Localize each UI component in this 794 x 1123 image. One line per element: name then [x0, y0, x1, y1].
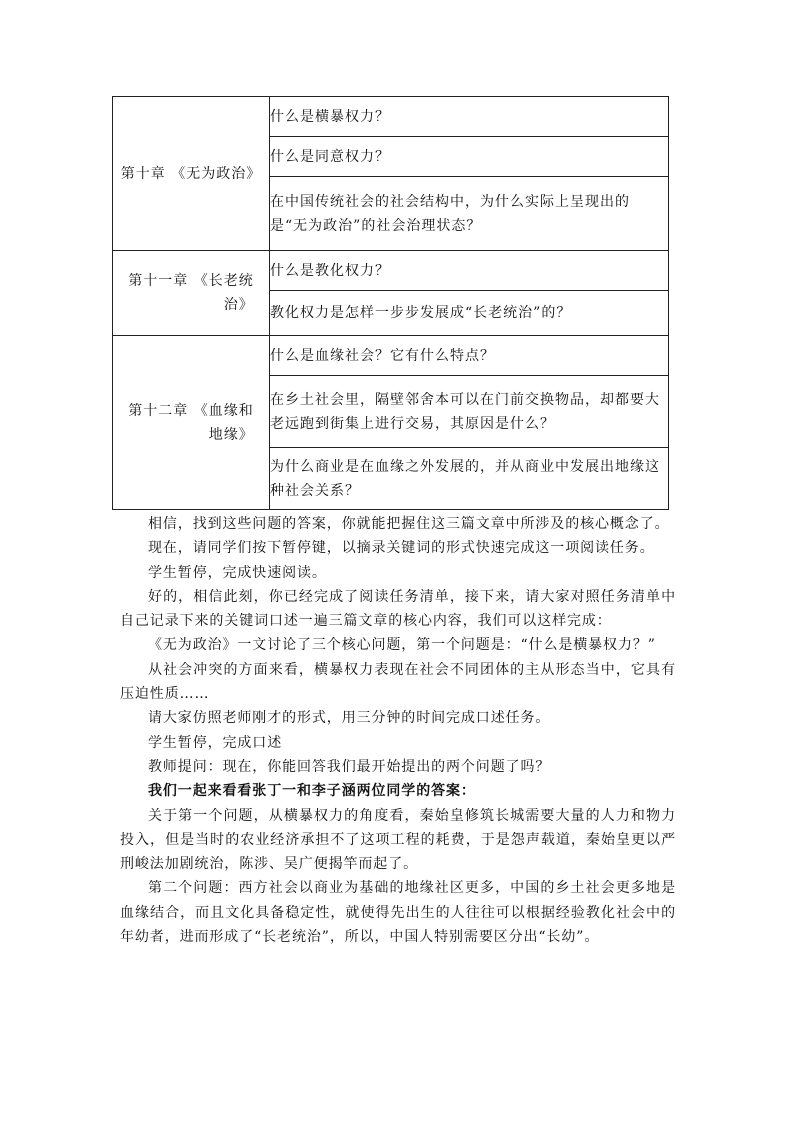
paragraph: 请大家仿照老师刚才的形式，用三分钟的时间完成口述任务。: [148, 710, 551, 727]
table-row: [113, 97, 669, 137]
question-cell: 教化权力是怎样一步步发展成“长老统治”的？: [270, 291, 669, 336]
chapter-cell: [113, 336, 270, 510]
paragraph: 《无为政治》一文讨论了三个核心问题，第一个问题是：“什么是横暴权力？”: [148, 637, 656, 654]
chapter-title-line: 地缘》: [208, 426, 254, 443]
chapter-cell: [113, 251, 270, 336]
question-cell: 什么是教化权力？: [270, 251, 669, 291]
chapter-title-line: 治》: [223, 297, 254, 313]
paragraph: 学生暂停，完成快速阅读。: [148, 564, 327, 581]
table-row: [113, 251, 669, 291]
table-row: [113, 336, 669, 376]
question-cell: 什么是血缘社会？它有什么特点？: [270, 336, 669, 376]
chapter-title: [128, 269, 253, 317]
chapter-title: 第十章 《无为政治》: [120, 165, 262, 182]
question-table: [112, 96, 669, 510]
chapter-title-line: 第十二章 《血缘和: [128, 402, 254, 419]
question-cell: 为什么商业是在血缘之外发展的，并从商业中发展出地缘这种社会关系？: [270, 448, 669, 510]
paragraph: 相信，找到这些问题的答案，你就能把握住这三篇文章中所涉及的核心概念了。: [148, 516, 670, 532]
body-text: [120, 512, 676, 949]
paragraph: 教师提问：现在，你能回答我们最开始提出的两个问题了吗？: [148, 758, 551, 775]
paragraph: 从社会冲突的方面来看，横暴权力表现在社会不同团体的主从形态当中，它具有压迫性质……: [120, 661, 676, 703]
paragraph: 好的，相信此刻，你已经完成了阅读任务清单，接下来，请大家对照任务清单中自己记录下来的关键词口述一遍三篇文章的核心内容，我们可以这样完成：: [120, 588, 676, 630]
paragraph: 学生暂停，完成口述: [148, 734, 283, 751]
question-cell: 什么是同意权力？: [270, 137, 669, 177]
paragraph: 第二个问题：西方社会以商业为基础的地缘社区更多，中国的乡土社会更多地是血缘结合，而且文化具备稳定性，就使得先出生的人往往可以根据经验教化社会中的年幼者，进而形成了“长老统治”，所以，中国人特别需要区分出“长幼”。: [120, 880, 676, 946]
question-cell: 什么是横暴权力？: [270, 97, 669, 137]
paragraph: 关于第一个问题，从横暴权力的角度看，秦始皇修筑长城需要大量的人力和物力投入，但是当时的农业经济承担不了这项工程的耗费，于是怨声载道，秦始皇更以严刑峻法加剧统治，陈涉、吴广便揭竿而起了。: [120, 807, 676, 873]
chapter-cell: [113, 97, 270, 251]
chapter-title: [128, 399, 253, 447]
question-cell: 在中国传统社会的社会结构中，为什么实际上呈现出的是“无为政治”的社会治理状态？: [270, 177, 669, 251]
paragraph: 现在，请同学们按下暂停键，以摘录关键词的形式快速完成这一项阅读任务。: [148, 540, 655, 557]
chapter-title-line: 第十一章 《长老统: [128, 273, 254, 289]
question-cell: 在乡土社会里，隔壁邻舍本可以在门前交换物品，却都要大老远跑到街集上进行交易，其原因是什么？: [270, 376, 669, 448]
paragraph-heading: 我们一起来看看张丁一和李子涵两位同学的答案：: [148, 783, 476, 800]
